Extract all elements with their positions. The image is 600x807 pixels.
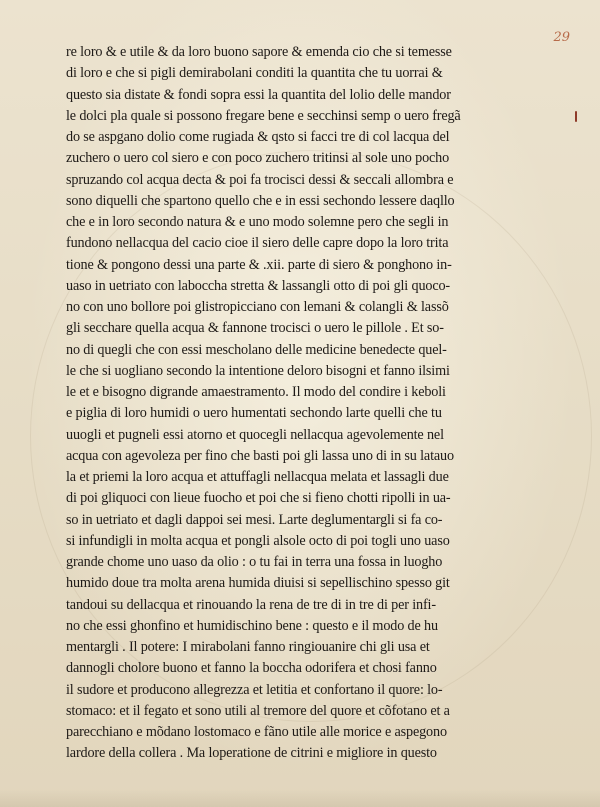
text-line: le che si uogliano secondo la intentione deloro bisogni et fanno ilsimi — [66, 362, 450, 379]
text-line: dannogli cholore buono et fanno la boccha odorifera et chosi fanno — [66, 660, 437, 677]
text-line: che e in loro secondo natura & e uno modo solemne pero che segli in — [66, 214, 449, 230]
text-line: le et e bisogno digrande amaestramento. Il modo del condire i keboli — [66, 384, 446, 400]
text-line: so in uetriato et dagli dappoi sei mesi. Larte deglumentargli si fa co- — [66, 511, 443, 528]
text-line: la et priemi la loro acqua et attuffagli nellacqua melata et lassagli due — [66, 469, 449, 485]
text-line: e piglia di loro humidi o uero humentati sechondo larte quelli che tu — [66, 405, 442, 422]
text-line: zuchero o uero col siero e con poco zuchero tritinsi al sole uno pocho — [66, 150, 450, 167]
margin-ink-mark — [575, 111, 577, 122]
text-line: fundono nellacqua del cacio cioe il siero delle capre dopo la loro trita — [66, 235, 449, 252]
text-line: uaso in uetriato con laboccha stretta & lassangli otto di poi gli quoco- — [66, 277, 450, 294]
text-line: lardore della collera . Ma loperatione de citrini e migliore in questo — [66, 745, 437, 762]
text-line: il sudore et producono allegrezza et letitia et confortano il quore: lo- — [66, 681, 443, 698]
text-line: parecchiano e mõdano lostomaco e fãno utile alle morice e aspegono — [66, 724, 447, 740]
text-line: humido doue tra molta arena humida diuisi si sepellischino spesso git — [66, 575, 450, 592]
text-line: tione & pongono dessi una parte & .xii. parte di siero & ponghono in- — [66, 256, 452, 273]
text-line: spruzando col acqua decta & poi fa trocisci dessi & seccali allombra e — [66, 171, 454, 188]
text-line: grande chome uno uaso da olio : o tu fai in terra una fossa in luogho — [66, 554, 443, 570]
text-line: si infundigli in molta acqua et pongli alsole octo di poi togli uno uaso — [66, 532, 450, 549]
text-line: sono diquelli che spartono quello che e in essi sechondo lessere daqllo — [66, 192, 455, 209]
text-line: uuogli et pugneli essi atorno et quocegli nellacqua agevolemente nel — [66, 426, 444, 443]
text-line: gli secchare quella acqua & fannone trocisci o uero le pillole . Et so- — [66, 320, 444, 337]
text-line: do se aspgano dolio come rugiada & qsto si facci tre di col lacqua del — [66, 129, 450, 145]
text-line: re loro & e utile & da loro buono sapore & emenda cio che si temesse — [66, 44, 452, 60]
text-line: no di quegli che con essi mescholano delle medicine benedecte quel- — [66, 341, 447, 358]
text-line: di poi gliquoci con lieue fuocho et poi che si fieno chotti ripolli in ua- — [66, 490, 451, 507]
text-line: stomaco: et il fegato et sono utili al tremore del quore et cõfotano et a — [66, 702, 450, 719]
page-bottom-edge — [0, 789, 600, 807]
text-line: mentargli . Il potere: I mirabolani fanno ringiouanire chi gli usa et — [66, 639, 430, 655]
folio-number: 29 — [553, 30, 570, 45]
text-line: di loro e che si pigli demirabolani conditi la quantita che tu uorrai & — [66, 65, 443, 82]
text-block — [66, 42, 514, 765]
text-line: le dolci pla quale si possono fregare bene e secchinsi semp o uero fregã — [66, 107, 461, 124]
text-line: no con uno bollore poi glistropicciano con lemani & colangli & lassõ — [66, 299, 449, 315]
text-line: acqua con agevoleza per fino che basti poi gli lassa uno di in su latauo — [66, 447, 454, 464]
text-line: questo sia distate & fondi sopra essi la quantita del lolio delle mandor — [66, 86, 451, 103]
text-line: tandoui su dellacqua et rinouando la rena de tre di in tre di per infi- — [66, 596, 436, 613]
text-line: no che essi ghonfino et humidischino bene : questo e il modo de hu — [66, 617, 438, 634]
